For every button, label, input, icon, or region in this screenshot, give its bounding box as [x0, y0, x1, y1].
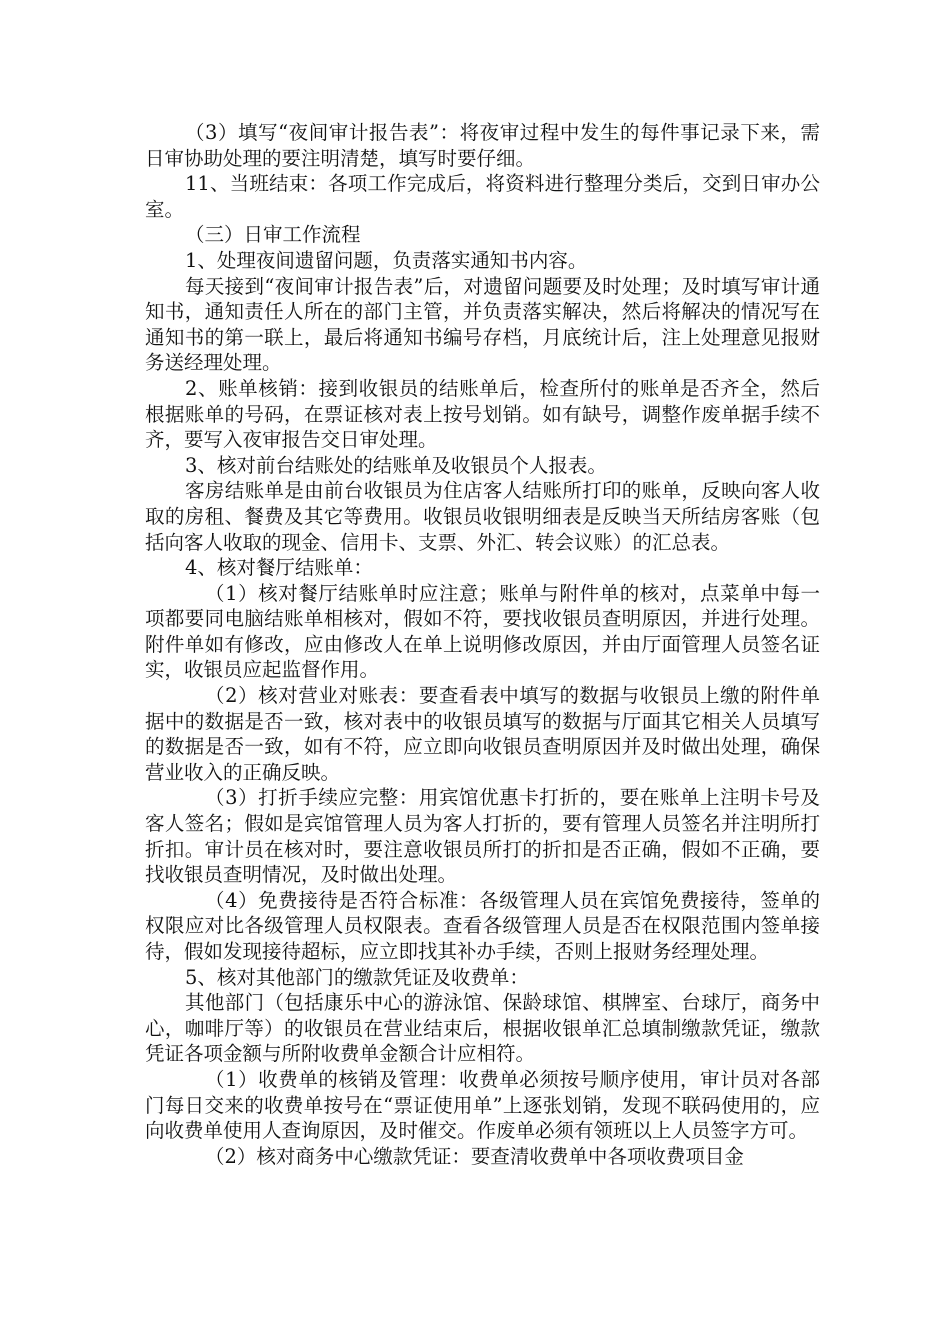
paragraph-step-4-item-2: （2）核对营业对账表：要查看表中填写的数据与收银员上缴的附件单据中的数据是否一致，核对表中的收银员填写的数据与厅面其它相关人员填写的数据是否一致，如有不符，应立即向收银员查明原因并及时做出处理，确保营业收入的正确反映。	[145, 684, 820, 784]
paragraph-step-4-item-3: （3）打折手续应完整：用宾馆优惠卡打折的，要在账单上注明卡号及客人签名；假如是宾馆管理人员为客人打折的，要有管理人员签名并注明所打折扣。审计员在核对时，要注意收银员所打的折扣是否正确，假如不正确，要找收银员查明情况，及时做出处理。	[145, 786, 820, 887]
paragraph-step-4-item-4: （4）免费接待是否符合标准：各级管理人员在宾馆免费接待，签单的权限应对比各级管理人员权限表。查看各级管理人员是否在权限范围内签单接待，假如发现接待超标，应立即找其补办手续，否则上报财务经理处理。	[145, 888, 820, 963]
paragraph-step-4: 4、核对餐厅结账单：	[185, 556, 373, 580]
section-heading-day-audit: （三）日审工作流程	[185, 223, 361, 247]
paragraph-step-4-item-1: （1）核对餐厅结账单时应注意；账单与附件单的核对，点菜单中每一项都要同电脑结账单相核对，假如不符，要找收银员查明原因，并进行处理。附件单如有修改，应由修改人在单上说明修改原因，并由厅面管理人员签名证实，收银员应起监督作用。	[145, 581, 820, 682]
paragraph-step-5-detail: 其他部门（包括康乐中心的游泳馆、保龄球馆、棋牌室、台球厅，商务中心，咖啡厅等）的收银员在营业结束后，根据收银单汇总填制缴款凭证，缴款凭证各项金额与所附收费单金额合计应相符。	[145, 991, 820, 1066]
paragraph-step-5-item-1: （1）收费单的核销及管理：收费单必须按号顺序使用，审计员对各部门每日交来的收费单按号在“票证使用单”上逐张划销，发现不联码使用的，应向收费单使用人查询原因，及时催交。作废单必须有领班以上人员签字方可。	[145, 1067, 820, 1143]
paragraph-step-5-item-2: （2）核对商务中心缴款凭证：要查清收费单中各项收费项目金	[205, 1144, 744, 1168]
paragraph-step-5: 5、核对其他部门的缴款凭证及收费单：	[185, 965, 529, 989]
paragraph-step-3: 3、核对前台结账处的结账单及收银员个人报表。	[185, 453, 607, 477]
paragraph-shift-end: 11、当班结束：各项工作完成后，将资料进行整理分类后，交到日审办公室。	[145, 172, 820, 221]
paragraph-step-3-detail: 客房结账单是由前台收银员为住店客人结账所打印的账单，反映向客人收取的房租、餐费及其它等费用。收银员收银明细表是反映当天所结房客账（包括向客人收取的现金、信用卡、支票、外汇、转会议账）的汇总表。	[145, 479, 820, 554]
paragraph-step-2: 2、账单核销：接到收银员的结账单后，检查所付的账单是否齐全，然后根据账单的号码，在票证核对表上按号划销。如有缺号，调整作废单据手续不齐，要写入夜审报告交日审处理。	[145, 376, 820, 452]
paragraph-night-audit-report: （3）填写“夜间审计报告表”：将夜审过程中发生的每件事记录下来，需日审协助处理的要注明清楚，填写时要仔细。	[145, 121, 820, 170]
paragraph-step-1-detail: 每天接到“夜间审计报告表”后，对遗留问题要及时处理；及时填写审计通知书，通知责任人所在的部门主管，并负责落实解决，然后将解决的情况写在通知书的第一联上，最后将通知书编号存档，月底统计后，注上处理意见报财务送经理处理。	[145, 274, 820, 375]
paragraph-step-1: 1、处理夜间遗留问题，负责落实通知书内容。	[185, 248, 588, 272]
document-page	[145, 120, 820, 1169]
